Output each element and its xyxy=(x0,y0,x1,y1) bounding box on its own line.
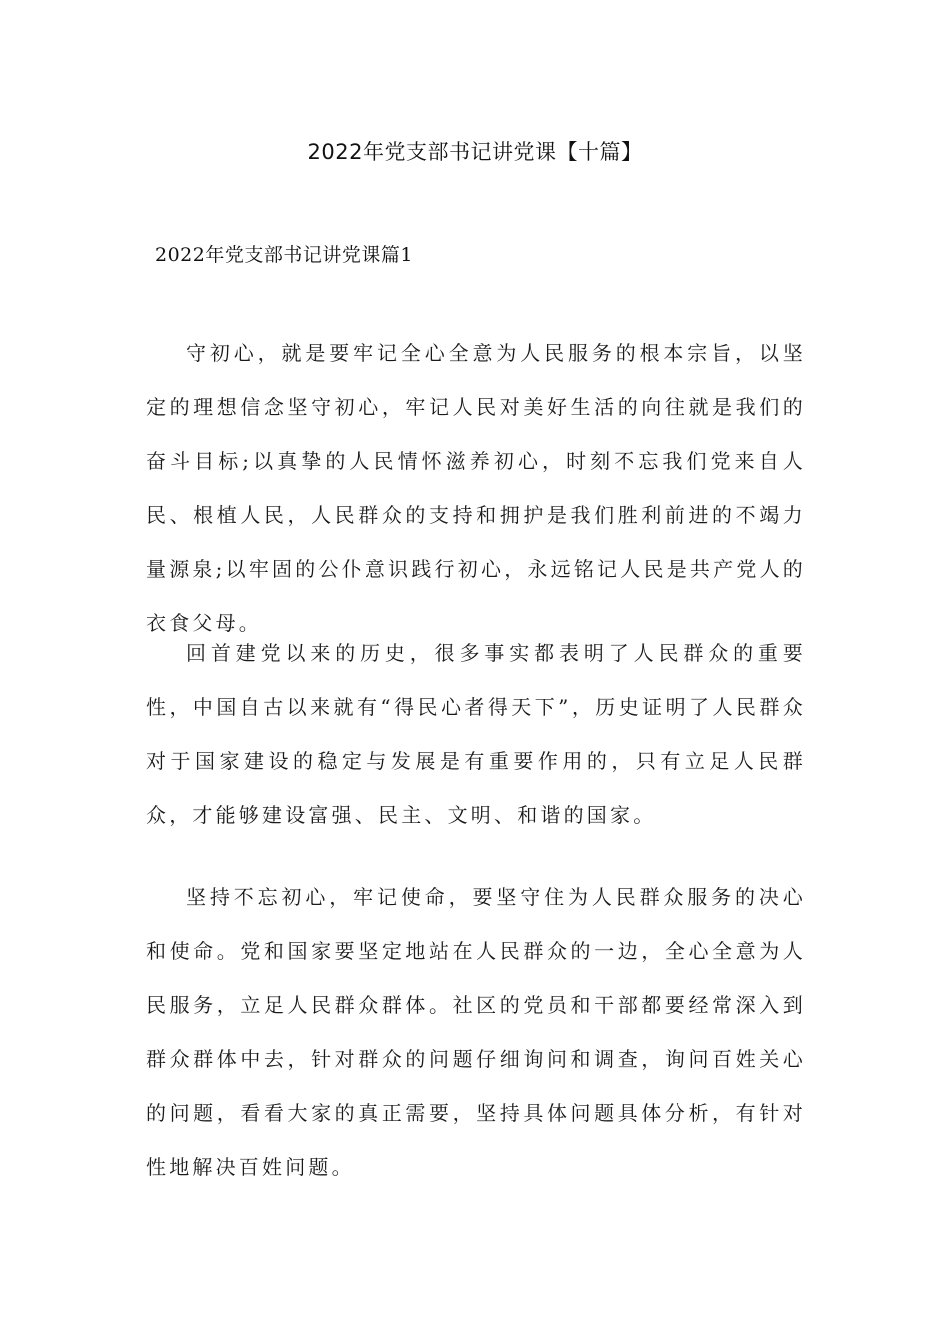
section-heading: 2022年党支部书记讲党课篇1 xyxy=(155,244,413,266)
document-title: 2022年党支部书记讲党课【十篇】 xyxy=(307,140,643,164)
paragraph-3: 坚持不忘初心，牢记使命，要坚守住为人民群众服务的决心和使命。党和国家要坚定地站在人民群众的一边，全心全意为人民服务，立足人民群众群体。社区的党员和干部都要经常深入到群众群体中去，针对群众的问题仔细询问和调查，询问百姓关心的问题，看看大家的真正需要，坚持具体问题具体分析，有针对性地解决百姓问题。 xyxy=(146,885,806,1179)
paragraph-2: 回首建党以来的历史，很多事实都表明了人民群众的重要性，中国自古以来就有“得民心者得天下”，历史证明了人民群众对于国家建设的稳定与发展是有重要作用的，只有立足人民群众，才能够建设富强、民主、文明、和谐的国家。 xyxy=(146,641,806,827)
paragraph-1: 守初心，就是要牢记全心全意为人民服务的根本宗旨，以坚定的理想信念坚守初心，牢记人民对美好生活的向往就是我们的奋斗目标;以真挚的人民情怀滋养初心，时刻不忘我们党来自人民、根植人民，人民群众的支持和拥护是我们胜利前进的不竭力量源泉;以牢固的公仆意识践行初心，永远铭记人民是共产党人的衣食父母。 xyxy=(146,341,806,635)
